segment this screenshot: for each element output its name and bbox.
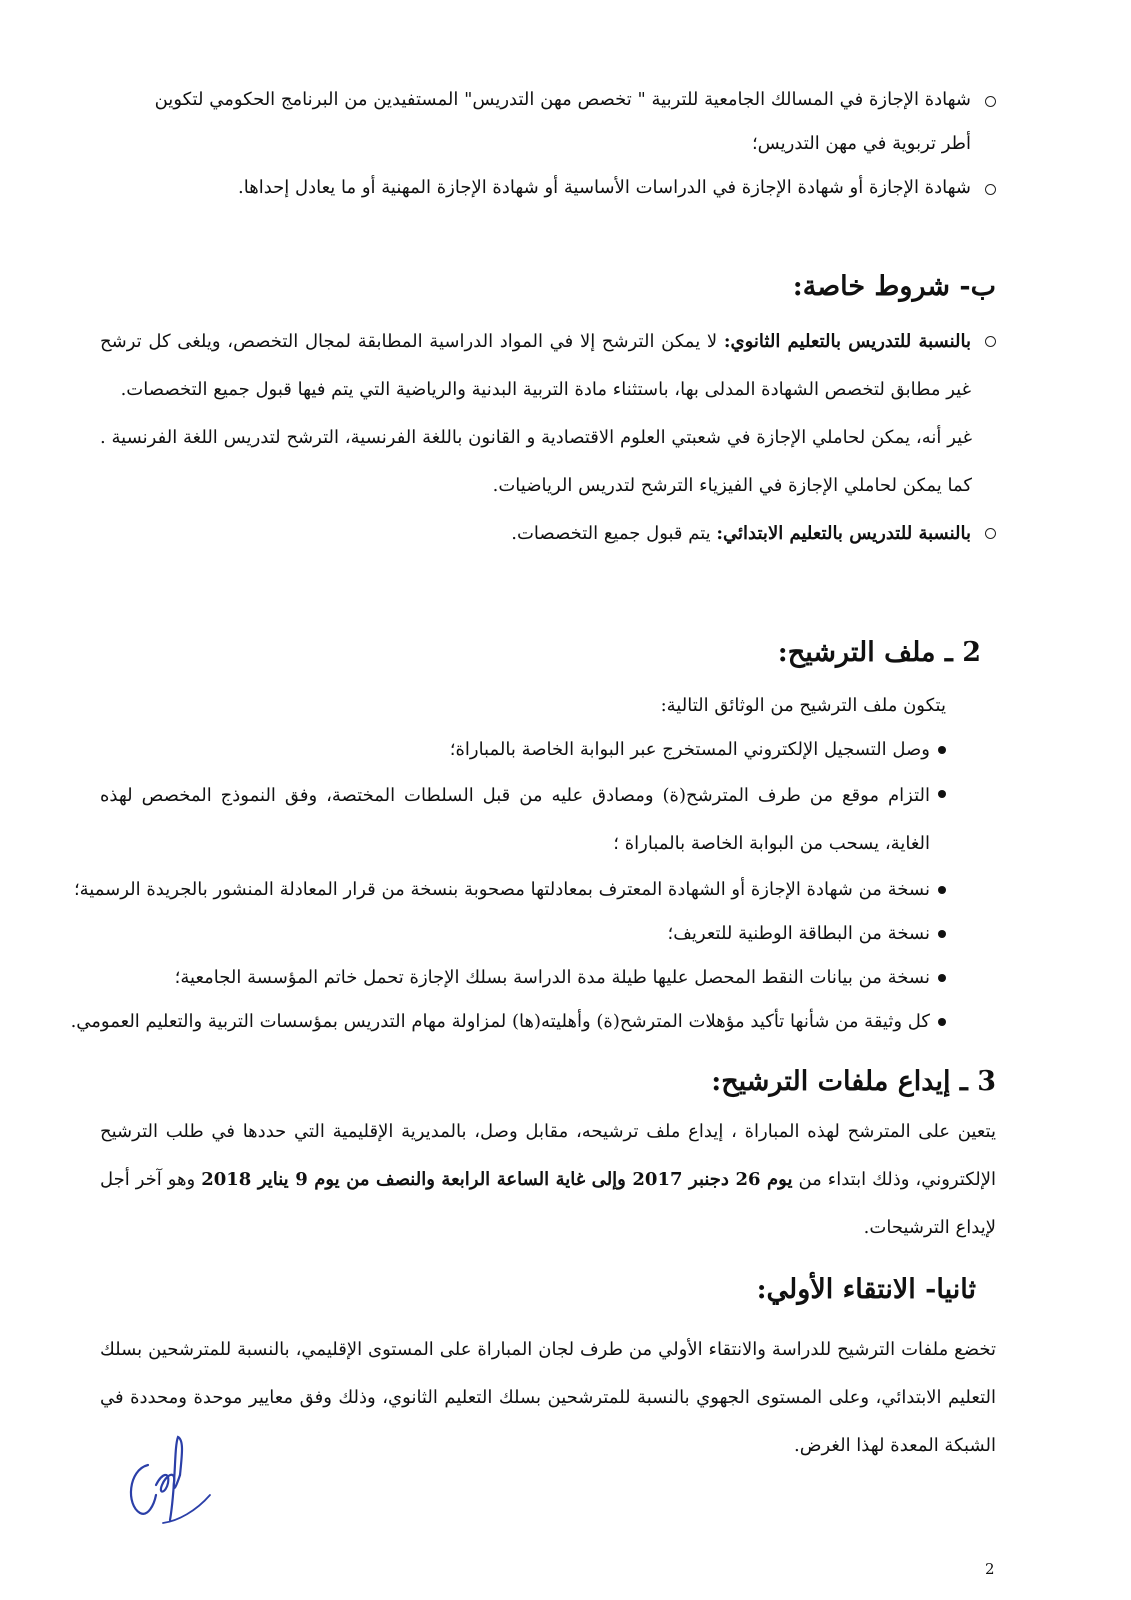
list-item-text: كل وثيقة من شأنها تأكيد مؤهلات المترشح(ة) وأهليته(ها) لمزاولة مهام التدريس بمؤسسات التربية والتعليم العمومي.	[70, 1011, 930, 1032]
list-item-text: نسخة من بيانات النقط المحصل عليها طيلة مدة الدراسة بسلك الإجازة تحمل خاتم المؤسسة الجامعية؛	[174, 967, 930, 988]
exception-paragraph: غير أنه، يمكن لحاملي الإجازة في شعبتي العلوم الاقتصادية و القانون باللغة الفرنسية، الترشح لتدريس اللغة الفرنسية . كما يمكن لحاملي الإجازة في الفيزياء الترشح لتدريس الرياضيات.	[100, 427, 972, 496]
list-item	[100, 166, 996, 210]
hollow-bullet-icon	[985, 336, 996, 347]
list-item	[70, 1000, 946, 1044]
list-item	[100, 772, 946, 868]
list-item	[73, 868, 946, 912]
solid-bullet-icon	[938, 974, 946, 982]
list-item	[100, 318, 996, 414]
primary-label: بالنسبة للتدريس بالتعليم الابتدائي:	[716, 523, 971, 544]
hollow-bullet-icon	[985, 96, 996, 107]
list-item	[100, 78, 996, 166]
hollow-bullet-icon	[985, 184, 996, 195]
diploma-list	[100, 78, 996, 210]
preselection-paragraph	[100, 1326, 996, 1470]
preselection-text: تخضع ملفات الترشيح للدراسة والانتقاء الأولي من طرف لجان المباراة على المستوى الإقليمي، بالنسبة للمترشحين بسلك التعليم الابتدائي، وعلى المستوى الجهوي بالنسبة للمترشحين بسلك التعليم الثانوي، وذلك وفق معايير موحدة ومحددة في الشبكة المعدة لهذا الغرض.	[100, 1339, 996, 1456]
intro-text: يتكون ملف الترشيح من الوثائق التالية:	[660, 695, 946, 716]
list-item-text: نسخة من شهادة الإجازة أو الشهادة المعترف بمعادلتها مصحوبة بنسخة من قرار المعادلة المنشور بالجريدة الرسمية؛	[73, 879, 930, 900]
solid-bullet-icon	[938, 1018, 946, 1026]
list-item-text: أطر تربوية في مهن التدريس؛	[751, 133, 971, 154]
application-file	[70, 684, 946, 1044]
signature-icon	[118, 1425, 218, 1535]
list-item-text	[100, 510, 971, 558]
special-conditions	[100, 318, 996, 558]
section-heading: ب- شروط خاصة:	[792, 271, 996, 302]
list-item-text	[100, 318, 971, 414]
hollow-bullet-icon	[985, 528, 996, 539]
secondary-text: لا يمكن الترشح إلا في المواد الدراسية المطابقة لمجال التخصص، ويلغى كل ترشح غير مطابق لتخصص الشهادة المدلى بها، باستثناء مادة التربية البدنية والرياضية التي يتم فيها قبول جميع التخصصات.	[100, 331, 971, 400]
section-heading: 2 ـ ملف الترشيح:	[777, 637, 981, 668]
solid-bullet-icon	[938, 746, 946, 754]
submission-text-part2: وهو آخر أجل لإيداع الترشيحات.	[100, 1169, 996, 1238]
list-item	[100, 510, 996, 558]
primary-text: يتم قبول جميع التخصصات.	[511, 523, 717, 544]
section-heading: ثانيا- الانتقاء الأولي:	[756, 1274, 976, 1305]
list-item	[100, 728, 946, 772]
section-heading: 3 ـ إيداع ملفات الترشيح:	[711, 1066, 996, 1097]
secondary-label: بالنسبة للتدريس بالتعليم الثانوي:	[723, 331, 972, 352]
list-item	[100, 956, 946, 1000]
list-item-text: وصل التسجيل الإلكتروني المستخرج عبر البوابة الخاصة بالمباراة؛	[449, 739, 930, 760]
list-item-text: شهادة الإجازة في المسالك الجامعية للتربية " تخصص مهن التدريس" المستفيدين من البرنامج الحكومي لتكوين	[154, 89, 971, 110]
submission-paragraph	[100, 1108, 996, 1252]
page-number: 2	[985, 1560, 995, 1578]
list-item-text: نسخة من البطاقة الوطنية للتعريف؛	[667, 923, 930, 944]
submission-text	[100, 1108, 996, 1252]
list-item-text: التزام موقع من طرف المترشح(ة) ومصادق عليه من قبل السلطات المختصة، وفق النموذج المخصص لهذه الغاية، يسحب من البوابة الخاصة بالمباراة ؛	[100, 785, 930, 854]
submission-text-part1: يتعين على المترشح لهذه المباراة ، إيداع ملف ترشيحه، مقابل وصل، بالمديرية الإقليمية التي حددها في طلب الترشيح الإلكتروني، وذلك ابتداء من	[100, 1121, 996, 1190]
solid-bullet-icon	[938, 790, 946, 798]
list-item	[100, 912, 946, 956]
submission-dates: يوم 26 دجنبر 2017 وإلى غاية الساعة الرابعة والنصف من يوم 9 يناير 2018	[201, 1169, 793, 1190]
list-item-text: شهادة الإجازة أو شهادة الإجازة في الدراسات الأساسية أو شهادة الإجازة المهنية أو ما يعادل إحداها.	[238, 177, 971, 198]
solid-bullet-icon	[938, 886, 946, 894]
solid-bullet-icon	[938, 930, 946, 938]
